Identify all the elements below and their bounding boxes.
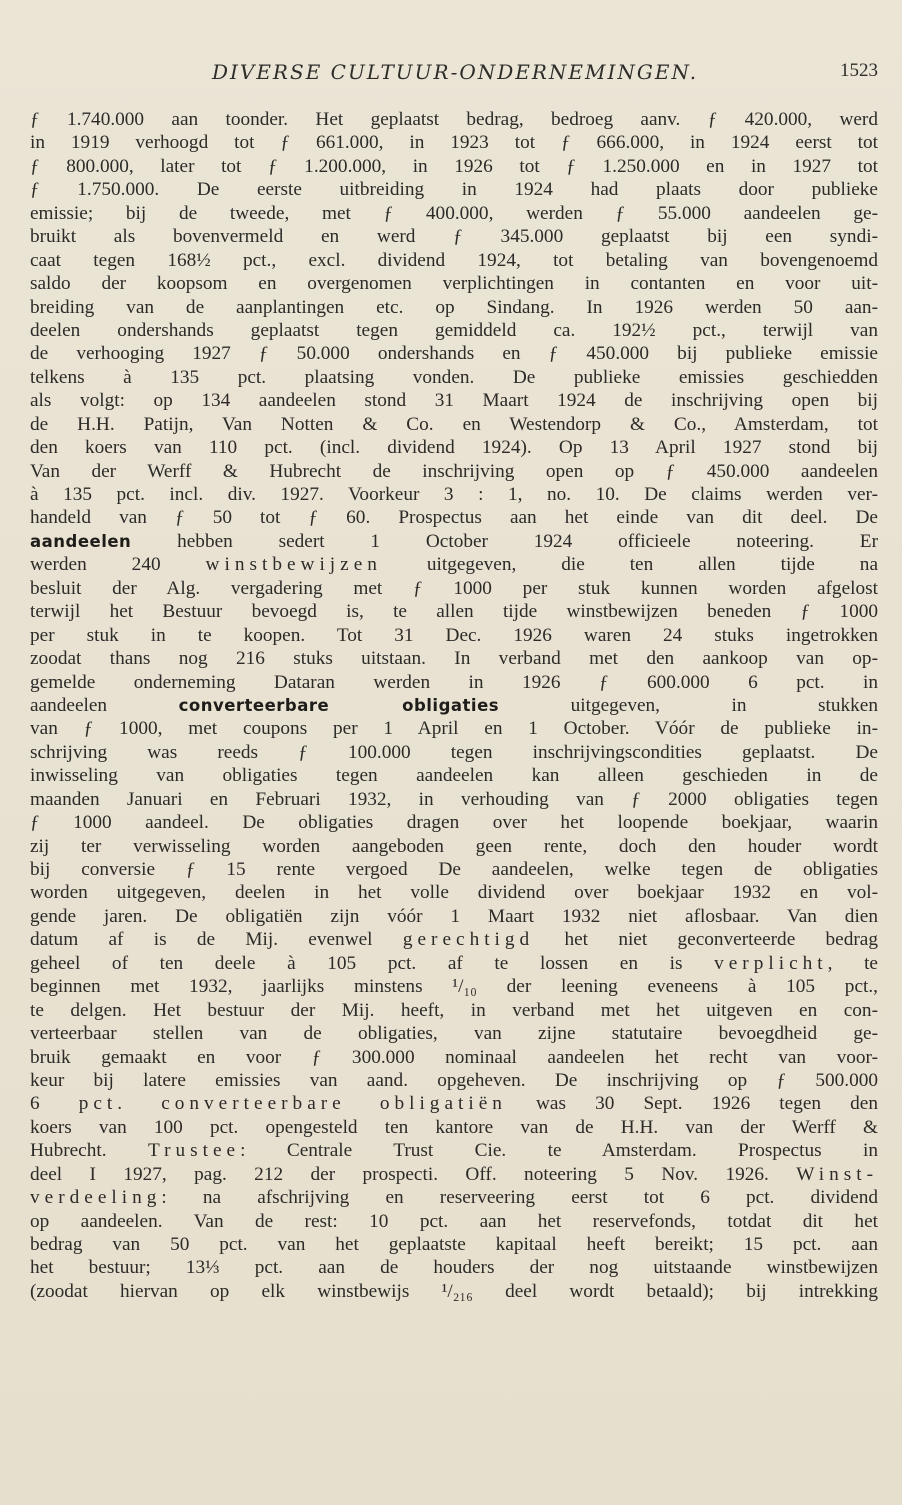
spaced-term: gerechtigd	[402, 929, 535, 951]
text-line	[30, 624, 878, 647]
text-line	[30, 1280, 878, 1303]
text-segment: keur bij latere emissies van aand. opgeheven. De inschrijving op ƒ 500.000	[30, 1069, 878, 1091]
text-segment: Van der Werff & Hubrecht de inschrijving open op ƒ 450.000 aandeelen	[30, 460, 878, 482]
text-line	[30, 952, 878, 975]
text-line	[30, 483, 878, 506]
text-line	[30, 577, 878, 600]
text-segment: à 135 pct. incl. div. 1927. Voorkeur 3 : 1, no. 10. De claims werden ver-	[30, 484, 878, 505]
text-line	[30, 717, 878, 740]
text-segment: gemelde onderneming Dataran werden in 1926 ƒ 600.000 6 pct. in	[30, 671, 878, 693]
text-line	[30, 108, 878, 131]
text-line	[30, 436, 878, 459]
text-line	[30, 741, 878, 764]
text-segment: : na afschrijving en reserveering eerst tot 6 pct. dividend	[161, 1187, 878, 1209]
text-line	[30, 460, 878, 483]
text-segment: ƒ 800.000, later tot ƒ 1.200.000, in 1926 tot ƒ 1.250.000 en in 1927 tot	[30, 155, 878, 177]
text-segment: worden uitgegeven, deelen in het volle dividend over boekjaar 1932 en vol-	[30, 882, 878, 904]
text-line	[30, 1210, 878, 1233]
text-segment: van ƒ 1000, met coupons per 1 April en 1 October. Vóór de publieke in-	[30, 718, 878, 740]
text-segment: zoodat thans nog 216 stuks uitstaan. In verband met den aankoop van op-	[30, 648, 878, 670]
text-line	[30, 366, 878, 389]
text-segment: koers van 100 pct. opengesteld ten kantore van de H.H. van der Werff &	[30, 1116, 878, 1138]
text-line	[30, 155, 878, 178]
text-segment: Hubrecht.	[30, 1140, 148, 1162]
text-line	[30, 1046, 878, 1069]
text-segment: inwisseling van obligaties tegen aandeelen kan alleen geschieden in de	[30, 765, 878, 787]
text-segment: (zoodat hiervan op elk winstbewijs ¹/₂₁₆ deel wordt betaald); bij intrekking	[30, 1280, 878, 1302]
text-line	[30, 553, 878, 576]
text-line	[30, 905, 878, 928]
text-segment: ƒ 1000 aandeel. De obligaties dragen over het loopende boekjaar, waarin	[30, 812, 878, 834]
text-segment: verteerbaar stellen van de obligaties, van zijne statutaire bevoegdheid ge-	[30, 1023, 878, 1045]
text-line	[30, 131, 878, 154]
text-segment: handeld van ƒ 50 tot ƒ 60. Prospectus aan het einde van dit deel. De	[30, 507, 878, 529]
text-line	[30, 600, 878, 623]
text-line	[30, 506, 878, 529]
text-segment: op aandeelen. Van de rest: 10 pct. aan het reservefonds, totdat dit het	[30, 1210, 878, 1232]
text-line	[30, 225, 878, 248]
text-line	[30, 342, 878, 365]
text-segment: schrijving was reeds ƒ 100.000 tegen inschrijvingscondities geplaatst. De	[30, 741, 878, 763]
spaced-term: Winst-	[796, 1163, 878, 1185]
text-line	[30, 788, 878, 811]
text-line	[30, 764, 878, 787]
text-line	[30, 1069, 878, 1092]
running-title: DIVERSE CULTUUR-ONDERNEMINGEN.	[211, 60, 699, 84]
text-segment: beginnen met 1932, jaarlijks minstens ¹/₁₀ der leening eveneens à 105 pct.,	[30, 976, 878, 998]
text-segment: ƒ 1.750.000. De eerste uitbreiding in 1924 had plaats door publieke	[30, 179, 878, 201]
spaced-term: winstbewijzen	[205, 554, 382, 576]
text-segment: terwijl het Bestuur bevoegd is, te allen tijde winstbewijzen beneden ƒ 1000	[30, 601, 878, 623]
text-segment: datum af is de Mij. evenwel	[30, 929, 403, 951]
text-segment: het bestuur; 13⅓ pct. aan de houders der nog uitstaande winstbewijzen	[30, 1257, 878, 1279]
text-line	[30, 928, 878, 951]
text-segment: het niet geconverteerde bedrag	[534, 929, 878, 951]
text-segment: aandeelen	[30, 694, 179, 716]
text-segment: bruikt als bovenvermeld en werd ƒ 345.000 geplaatst bij een syndi-	[30, 226, 878, 248]
spaced-term: Trustee	[147, 1140, 241, 1162]
text-segment: : Centrale Trust Cie. te Amsterdam. Prospectus in	[240, 1140, 878, 1162]
text-segment: zij ter verwisseling worden aangeboden geen rente, doch den houder wordt	[30, 835, 878, 857]
text-line	[30, 296, 878, 319]
text-line	[30, 975, 878, 998]
spaced-term: verdeeling	[30, 1187, 162, 1209]
text-segment: was 30 Sept. 1926 tegen den	[506, 1093, 878, 1115]
text-line	[30, 319, 878, 342]
text-segment: breiding van de aanplantingen etc. op Sindang. In 1926 werden 50 aan-	[30, 296, 878, 318]
text-segment: deel I 1927, pag. 212 der prospecti. Off. noteering 5 Nov. 1926.	[30, 1163, 797, 1185]
body-text	[30, 108, 878, 1303]
text-line	[30, 835, 878, 858]
text-line	[30, 178, 878, 201]
text-segment: emissie; bij de tweede, met ƒ 400.000, werden ƒ 55.000 aandeelen ge-	[30, 202, 878, 224]
text-line	[30, 389, 878, 412]
text-line	[30, 811, 878, 834]
text-segment: geheel of ten deele à 105 pct. af te lossen en is	[30, 952, 715, 974]
text-line	[30, 671, 878, 694]
text-line	[30, 1256, 878, 1279]
page-number: 1523	[840, 60, 878, 81]
page-header	[32, 54, 878, 88]
text-line	[30, 249, 878, 272]
text-line	[30, 202, 878, 225]
text-line	[30, 1139, 878, 1162]
text-line	[30, 647, 878, 670]
text-segment: telkens à 135 pct. plaatsing vonden. De publieke emissies geschiedden	[30, 366, 878, 388]
text-line	[30, 1163, 878, 1186]
text-line	[30, 694, 878, 717]
text-segment: als volgt: op 134 aandeelen stond 31 Maart 1924 de inschrijving open bij	[30, 390, 878, 412]
spaced-term: verplicht	[714, 952, 828, 974]
text-line	[30, 999, 878, 1022]
text-segment: saldo der koopsom en overgenomen verplichtingen in contanten en voor uit-	[30, 273, 878, 295]
bold-term: converteerbare obligaties	[178, 695, 500, 715]
text-segment: gende jaren. De obligatiën zijn vóór 1 Maart 1932 niet aflosbaar. Van dien	[30, 905, 878, 927]
text-line	[30, 1233, 878, 1256]
text-segment: de H.H. Patijn, Van Notten & Co. en Westendorp & Co., Amsterdam, tot	[30, 413, 878, 435]
text-line	[30, 1022, 878, 1045]
text-segment: per stuk in te koopen. Tot 31 Dec. 1926 waren 24 stuks ingetrokken	[30, 624, 878, 646]
text-segment: uitgegeven, in stukken	[499, 694, 878, 716]
text-line	[30, 881, 878, 904]
text-segment: te delgen. Het bestuur der Mij. heeft, in verband met het uitgeven en con-	[30, 999, 878, 1021]
text-segment: de verhooging 1927 ƒ 50.000 ondershands en ƒ 450.000 bij publieke emissie	[30, 343, 878, 365]
text-segment: bruik gemaakt en voor ƒ 300.000 nominaal aandeelen het recht van voor-	[30, 1046, 878, 1068]
text-segment: hebben sedert 1 October 1924 officieele noteering. Er	[131, 530, 878, 552]
text-line	[30, 1186, 878, 1209]
text-line	[30, 1116, 878, 1139]
text-segment: in 1919 verhoogd tot ƒ 661.000, in 1923 tot ƒ 666.000, in 1924 eerst tot	[30, 132, 878, 154]
bold-term: aandeelen	[30, 531, 132, 551]
text-line	[30, 858, 878, 881]
text-line	[30, 272, 878, 295]
text-segment: deelen ondershands geplaatst tegen gemiddeld ca. 192½ pct., terwijl van	[30, 319, 878, 341]
text-segment: besluit der Alg. vergadering met ƒ 1000 per stuk kunnen worden afgelost	[30, 577, 878, 599]
text-line	[30, 413, 878, 436]
text-segment: maanden Januari en Februari 1932, in verhouding van ƒ 2000 obligaties tegen	[30, 788, 878, 810]
text-segment: , te	[827, 952, 878, 974]
text-segment: caat tegen 168½ pct., excl. dividend 1924, tot betaling van bovengenoemd	[30, 249, 878, 271]
text-line	[30, 530, 878, 553]
text-segment: werden 240	[30, 554, 206, 576]
text-segment: ƒ 1.740.000 aan toonder. Het geplaatst bedrag, bedroeg aanv. ƒ 420.000, werd	[30, 109, 878, 130]
spaced-term: 6 pct. converteerbare obligatiën	[30, 1093, 507, 1115]
text-line	[30, 1092, 878, 1115]
text-segment: bij conversie ƒ 15 rente vergoed De aandeelen, welke tegen de obligaties	[30, 859, 878, 880]
text-segment: den koers van 110 pct. (incl. dividend 1924). Op 13 April 1927 stond bij	[30, 437, 878, 459]
text-segment: bedrag van 50 pct. van het geplaatste kapitaal heeft bereikt; 15 pct. aan	[30, 1234, 878, 1255]
text-segment: uitgegeven, die ten allen tijde na	[381, 554, 878, 576]
